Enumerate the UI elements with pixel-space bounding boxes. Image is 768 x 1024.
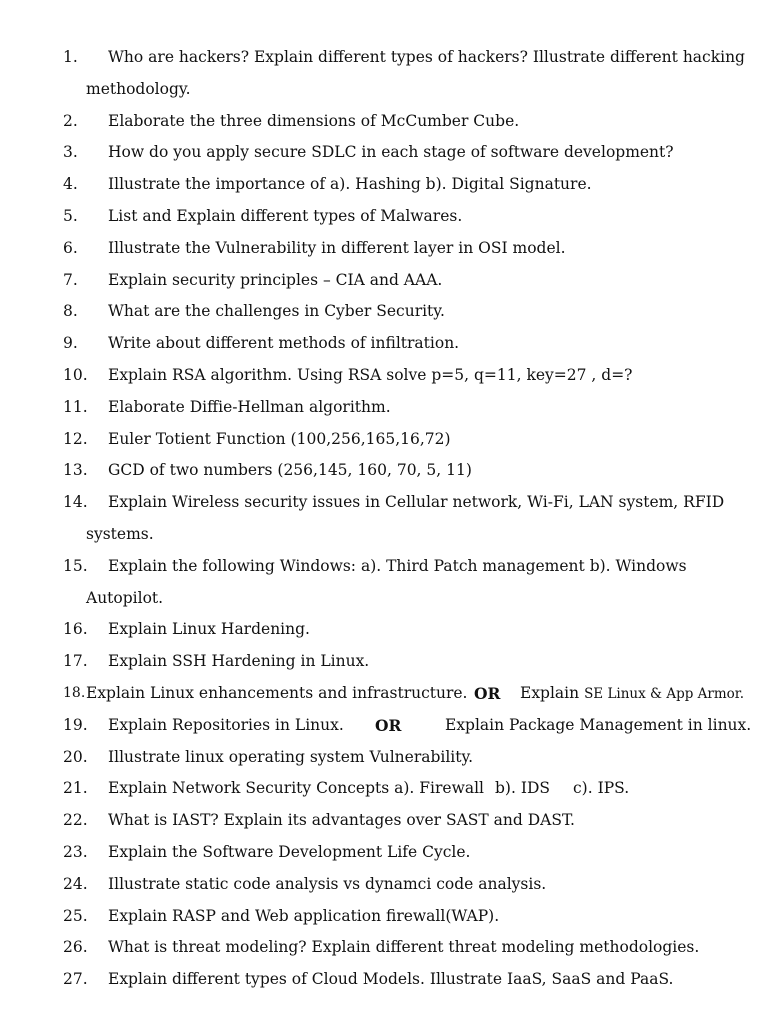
question-text-part2: [520, 678, 744, 711]
question-11: [0, 392, 768, 424]
question-number: 23.: [63, 842, 88, 861]
question-1: [0, 42, 768, 106]
question-number: 17.: [63, 652, 88, 671]
question-17: [0, 646, 768, 678]
question-number: 4.: [63, 175, 78, 194]
question-text-part1: Explain Repositories in Linux.: [108, 715, 344, 734]
question-text: What is IAST? Explain its advantages over SAST and DAST.: [108, 811, 575, 830]
question-number: 9.: [63, 334, 78, 353]
question-text: Explain RSA algorithm. Using RSA solve p=5, q=11, key=27 , d=?: [108, 365, 633, 384]
question-number: 22.: [63, 811, 88, 830]
or-label: OR: [375, 715, 402, 735]
question-text: Explain different types of Cloud Models. Illustrate IaaS, SaaS and PaaS.: [108, 970, 674, 989]
question-4: [0, 169, 768, 201]
question-number: 27.: [63, 970, 88, 989]
question-number: 1.: [63, 48, 78, 66]
question-text: Explain SSH Hardening in Linux.: [108, 652, 370, 671]
question-text: Explain the following Windows: a). Third Patch management b). Windows: [108, 556, 687, 575]
question-text-part1: Explain Network Security Concepts a). Firewall: [108, 779, 484, 798]
question-list: [0, 42, 768, 996]
question-8: [0, 296, 768, 328]
question-text: Elaborate Diffie-Hellman algorithm.: [108, 397, 391, 416]
question-15: [0, 551, 768, 615]
question-number: 13.: [63, 461, 88, 480]
question-19: [0, 710, 768, 742]
question-text-continued: systems.: [86, 524, 154, 543]
question-text: List and Explain different types of Malwares.: [108, 206, 463, 225]
question-26: [0, 932, 768, 964]
question-number: 14.: [63, 493, 88, 512]
question-number: 8.: [63, 302, 78, 321]
question-27: [0, 964, 768, 996]
question-text-part3: c). IPS.: [573, 779, 630, 798]
question-number: 25.: [63, 906, 88, 925]
question-2: [0, 106, 768, 138]
question-number: 2.: [63, 111, 78, 130]
question-text-continued: methodology.: [86, 79, 191, 98]
question-text-part1: Explain Linux enhancements and infrastructure.: [86, 683, 468, 702]
question-number: 6.: [63, 238, 78, 257]
question-text: Explain Wireless security issues in Cellular network, Wi-Fi, LAN system, RFID: [108, 493, 725, 512]
question-text-part2: Explain Package Management in linux.: [445, 715, 752, 734]
question-16: [0, 614, 768, 646]
question-24: [0, 869, 768, 901]
question-number: 24.: [63, 874, 88, 893]
question-number: 26.: [63, 938, 88, 957]
question-3: [0, 137, 768, 169]
question-number: 19.: [63, 715, 88, 734]
question-text: Explain the Software Development Life Cycle.: [108, 842, 471, 861]
question-text-part2-small: SE Linux & App Armor.: [584, 685, 745, 702]
question-text: What are the challenges in Cyber Security.: [108, 302, 445, 321]
question-text: Illustrate static code analysis vs dynamci code analysis.: [108, 874, 547, 893]
question-text: Illustrate the importance of a). Hashing b). Digital Signature.: [108, 175, 592, 194]
question-number: 15.: [63, 556, 88, 575]
question-6: [0, 233, 768, 265]
question-12: [0, 424, 768, 456]
question-10: [0, 360, 768, 392]
question-number: 3.: [63, 143, 78, 162]
question-text: Explain Linux Hardening.: [108, 620, 310, 639]
question-number: 20.: [63, 747, 88, 766]
question-9: [0, 328, 768, 360]
question-number: 5.: [63, 206, 78, 225]
question-number: 11.: [63, 397, 88, 416]
question-13: [0, 455, 768, 487]
question-text: Elaborate the three dimensions of McCumber Cube.: [108, 111, 520, 130]
question-text: Who are hackers? Explain different types of hackers? Illustrate different hacking: [108, 48, 745, 66]
question-21: [0, 773, 768, 805]
question-23: [0, 837, 768, 869]
question-number: 16.: [63, 620, 88, 639]
question-text-part2: b). IDS: [495, 779, 550, 798]
question-number: 10.: [63, 365, 88, 384]
question-text-part2-main: Explain: [520, 683, 580, 702]
question-text-continued: Autopilot.: [86, 588, 164, 607]
question-text: Write about different methods of infiltration.: [108, 334, 460, 353]
question-text: Explain security principles – CIA and AAA.: [108, 270, 443, 289]
question-7: [0, 265, 768, 297]
question-text: What is threat modeling? Explain different threat modeling methodologies.: [108, 938, 700, 957]
or-label: OR: [474, 683, 501, 703]
question-number: 18.: [63, 684, 86, 701]
question-5: [0, 201, 768, 233]
question-number: 7.: [63, 270, 78, 289]
question-20: [0, 742, 768, 774]
question-text: How do you apply secure SDLC in each stage of software development?: [108, 143, 674, 162]
question-18: [0, 678, 768, 710]
question-number: 12.: [63, 429, 88, 448]
question-14: [0, 487, 768, 551]
question-text: GCD of two numbers (256,145, 160, 70, 5, 11): [108, 461, 472, 480]
question-text: Illustrate linux operating system Vulnerability.: [108, 747, 474, 766]
question-number: 21.: [63, 779, 88, 798]
question-text: Explain RASP and Web application firewall(WAP).: [108, 906, 500, 925]
question-22: [0, 805, 768, 837]
question-text: Illustrate the Vulnerability in different layer in OSI model.: [108, 238, 566, 257]
question-25: [0, 901, 768, 933]
question-text: Euler Totient Function (100,256,165,16,72): [108, 429, 451, 448]
